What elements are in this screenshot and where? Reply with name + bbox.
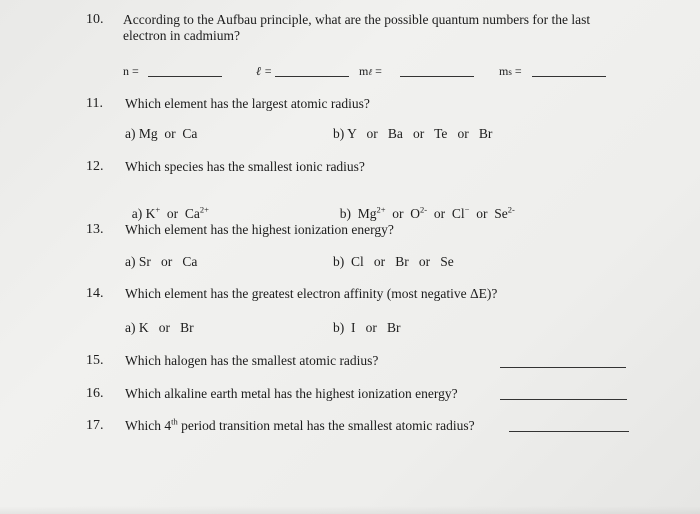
q10-ms-label xyxy=(499,63,522,80)
q13-option-a: a) Sr or Ca xyxy=(125,254,198,269)
q14-number: 14. xyxy=(86,286,104,301)
q12-b-o-charge: 2- xyxy=(420,204,428,215)
q12-b-or-3: or xyxy=(469,206,495,221)
q10-l-label: ℓ = xyxy=(256,64,273,78)
q12-b-cl: Cl xyxy=(451,206,465,221)
q12-a-k-charge: + xyxy=(155,204,161,215)
q12-a-ca-charge: 2+ xyxy=(199,204,209,215)
q13-option-b: b) Cl or Br or Se xyxy=(333,254,454,269)
q10-n-answer-blank[interactable] xyxy=(148,76,222,77)
q10-ml-label xyxy=(359,63,382,80)
ms-sub: s xyxy=(508,67,512,77)
q15-text: Which halogen has the smallest atomic radius? xyxy=(125,353,379,368)
q12-b-mg-charge: 2+ xyxy=(376,204,386,215)
q14-text: Which element has the greatest electron affinity (most negative ΔE)? xyxy=(125,286,498,301)
q17-answer-blank[interactable] xyxy=(509,431,629,432)
q17-number: 17. xyxy=(86,418,104,433)
q10-text-line1: According to the Aufbau principle, what are the possible quantum numbers for the last xyxy=(123,12,591,27)
ms-m: m xyxy=(499,64,509,78)
page-shadow-edge xyxy=(0,506,700,514)
q12-b-se-charge: 2- xyxy=(507,204,515,215)
q12-a-ca: Ca xyxy=(184,206,200,221)
q12-option-b xyxy=(333,190,515,222)
q12-option-a xyxy=(125,190,209,222)
q17-text-pre: Which 4 xyxy=(125,418,172,433)
q11-number: 11. xyxy=(86,96,103,111)
ms-eq: = xyxy=(511,64,522,78)
q11-option-a: a) Mg or Ca xyxy=(125,126,198,141)
q10-ms-answer-blank[interactable] xyxy=(532,76,606,77)
q17-text-sup: th xyxy=(171,416,178,427)
q10-number: 10. xyxy=(86,12,104,27)
ml-sub: ℓ xyxy=(368,67,373,77)
q10-l-answer-blank[interactable] xyxy=(275,76,349,77)
q14-option-b: b) I or Br xyxy=(333,320,401,335)
q16-text: Which alkaline earth metal has the highest ionization energy? xyxy=(125,386,458,401)
q17-text-post: period transition metal has the smallest atomic radius? xyxy=(177,418,475,433)
q15-answer-blank[interactable] xyxy=(500,367,626,368)
q15-number: 15. xyxy=(86,353,104,368)
q12-b-or-2: or xyxy=(427,206,452,221)
q12-number: 12. xyxy=(86,159,104,174)
q12-b-or-1: or xyxy=(385,206,411,221)
q11-text: Which element has the largest atomic radius? xyxy=(125,96,370,111)
q13-text: Which element has the highest ionization energy? xyxy=(125,222,394,237)
q16-answer-blank[interactable] xyxy=(500,399,627,400)
q12-b-o: O xyxy=(410,206,421,221)
ml-m: m xyxy=(359,64,369,78)
q12-a-k: a) K xyxy=(131,206,156,221)
ml-eq: = xyxy=(372,64,382,78)
q12-text: Which species has the smallest ionic radius? xyxy=(125,159,365,174)
q12-a-or: or xyxy=(160,206,185,221)
q11-option-b: b) Y or Ba or Te or Br xyxy=(333,126,493,141)
q12-b-mg: b) Mg xyxy=(339,206,377,221)
q17-text xyxy=(125,418,475,434)
q14-option-a: a) K or Br xyxy=(125,320,194,335)
q13-number: 13. xyxy=(86,222,104,237)
q12-b-se: Se xyxy=(494,206,508,221)
q12-b-cl-charge: − xyxy=(464,204,470,215)
q10-n-label: n = xyxy=(123,64,139,78)
q16-number: 16. xyxy=(86,386,104,401)
q10-text-line2: electron in cadmium? xyxy=(123,28,240,43)
q10-ml-answer-blank[interactable] xyxy=(400,76,474,77)
